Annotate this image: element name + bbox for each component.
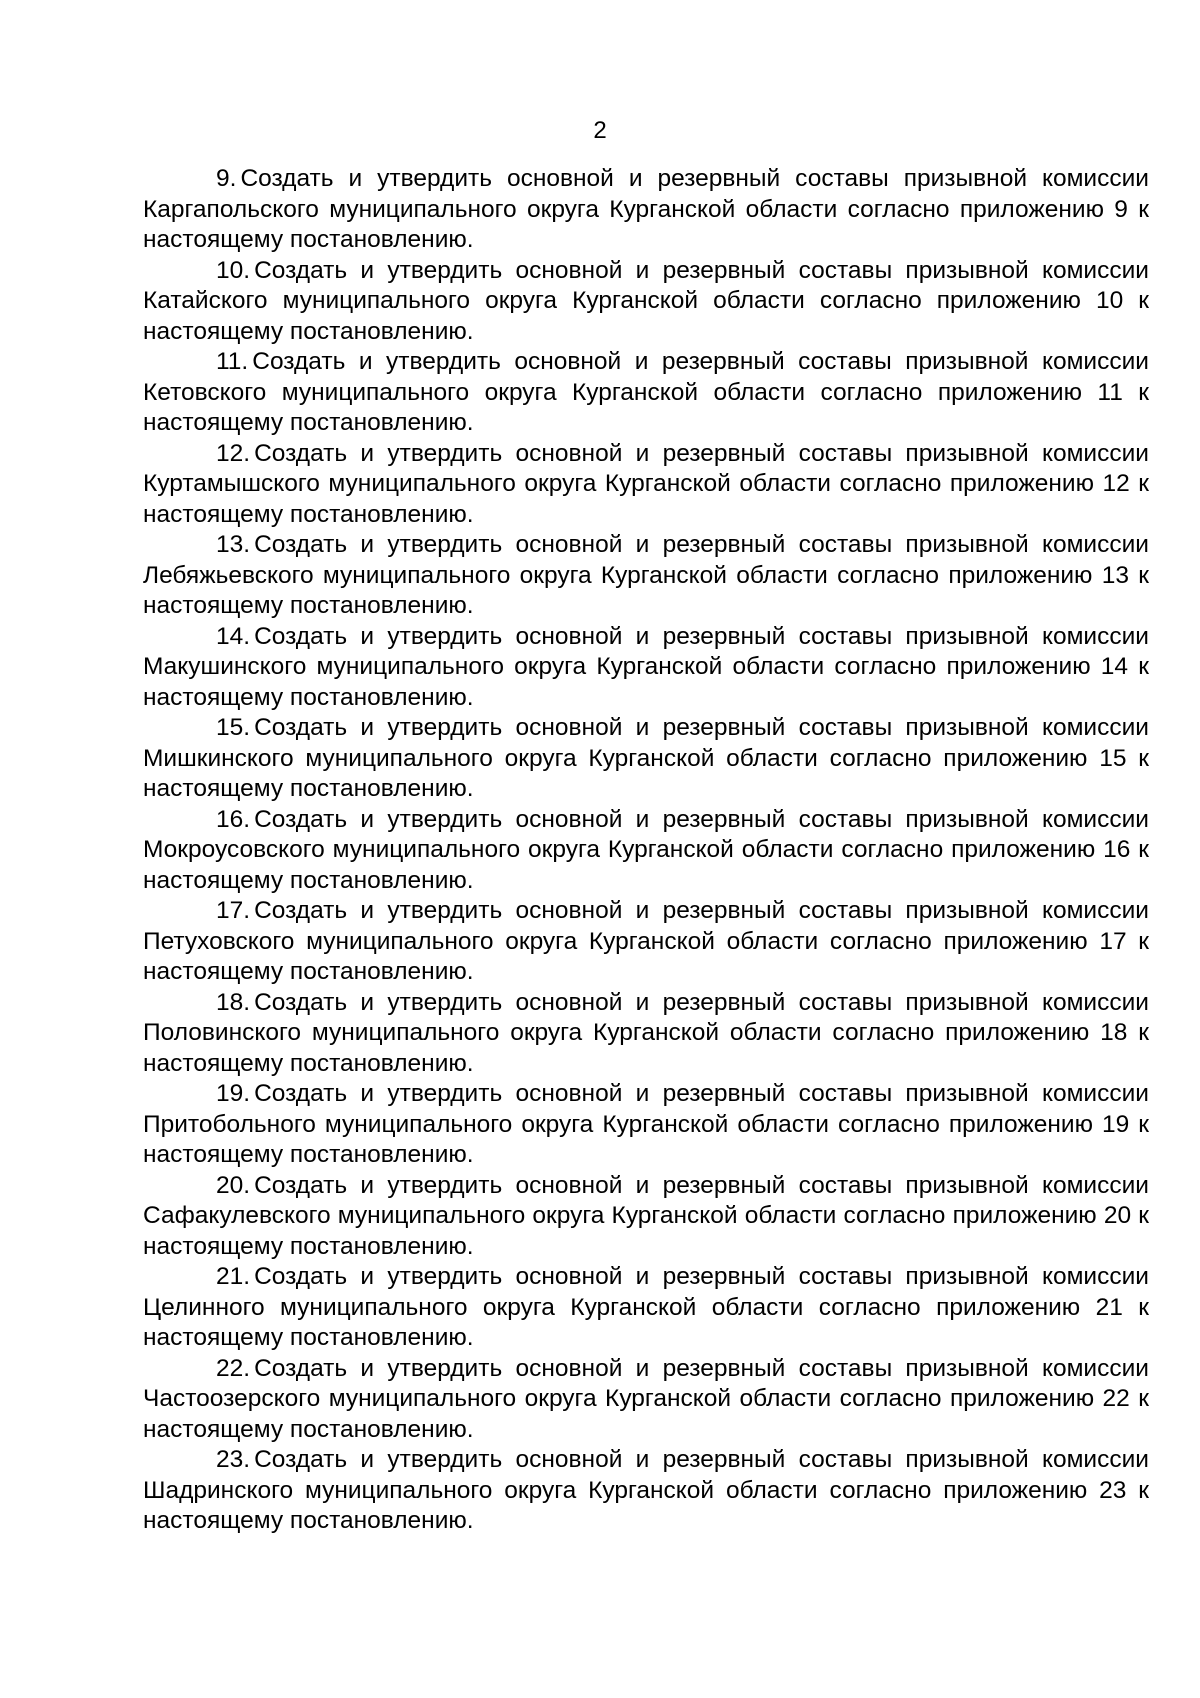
clause-text: Создать и утвердить основной и резервный составы призывной комиссии Мишкинского муниципального округа Курганской области согласно приложению 15 к настоящему постановлению. xyxy=(143,714,1149,802)
clause-11 xyxy=(143,347,1149,439)
clause-number: 22. xyxy=(216,1354,251,1382)
clause-14 xyxy=(143,622,1149,714)
clause-text: Создать и утвердить основной и резервный составы призывной комиссии Лебяжьевского муниципального округа Курганской области согласно приложению 13 к настоящему постановлению. xyxy=(143,531,1149,619)
page-number: 2 xyxy=(593,117,607,144)
clause-text: Создать и утвердить основной и резервный составы призывной комиссии Целинного муниципального округа Курганской области согласно приложению 21 к настоящему постановлению. xyxy=(143,1263,1149,1351)
document-body xyxy=(143,164,1149,1537)
clause-number: 12. xyxy=(216,439,251,467)
clause-16 xyxy=(143,805,1149,897)
clause-12 xyxy=(143,439,1149,531)
clause-number: 15. xyxy=(216,714,251,741)
clause-number: 20. xyxy=(216,1171,251,1199)
clause-21 xyxy=(143,1262,1149,1354)
clause-number: 14. xyxy=(216,622,251,650)
clause-9 xyxy=(143,164,1149,256)
clause-number: 16. xyxy=(216,805,251,833)
clause-number: 9. xyxy=(216,165,237,192)
clause-19 xyxy=(143,1079,1149,1171)
clause-number: 18. xyxy=(216,988,251,1016)
clause-text: Создать и утвердить основной и резервный составы призывной комиссии Частоозерского муниципального округа Курганской области согласно приложению 22 к настоящему постановлению. xyxy=(143,1354,1149,1443)
clause-text: Создать и утвердить основной и резервный составы призывной комиссии Макушинского муниципального округа Курганской области согласно приложению 14 к настоящему постановлению. xyxy=(143,622,1149,711)
clause-18 xyxy=(143,988,1149,1080)
clause-number: 23. xyxy=(216,1446,251,1473)
clause-text: Создать и утвердить основной и резервный составы призывной комиссии Половинского муниципального округа Курганской области согласно приложению 18 к настоящему постановлению. xyxy=(143,988,1149,1077)
clause-number: 13. xyxy=(216,531,251,558)
clause-number: 10. xyxy=(216,256,251,284)
clause-20 xyxy=(143,1171,1149,1263)
clause-text: Создать и утвердить основной и резервный составы призывной комиссии Шадринского муниципального округа Курганской области согласно приложению 23 к настоящему постановлению. xyxy=(143,1446,1149,1534)
clause-text: Создать и утвердить основной и резервный составы призывной комиссии Мокроусовского муниципального округа Курганской области согласно приложению 16 к настоящему постановлению. xyxy=(143,805,1149,894)
clause-15 xyxy=(143,713,1149,805)
clause-number: 17. xyxy=(216,897,251,924)
clause-text: Создать и утвердить основной и резервный составы призывной комиссии Притобольного муниципального округа Курганской области согласно приложению 19 к настоящему постановлению. xyxy=(143,1080,1149,1168)
clause-number: 11. xyxy=(216,348,249,375)
clause-10 xyxy=(143,256,1149,348)
clause-text: Создать и утвердить основной и резервный составы призывной комиссии Кетовского муниципального округа Курганской области согласно приложению 11 к настоящему постановлению. xyxy=(143,348,1149,436)
clause-text: Создать и утвердить основной и резервный составы призывной комиссии Петуховского муниципального округа Курганской области согласно приложению 17 к настоящему постановлению. xyxy=(143,897,1149,985)
clause-23 xyxy=(143,1445,1149,1537)
clause-text: Создать и утвердить основной и резервный составы призывной комиссии Катайского муниципального округа Курганской области согласно приложению 10 к настоящему постановлению. xyxy=(143,256,1149,345)
clause-number: 21. xyxy=(216,1263,251,1290)
clause-text: Создать и утвердить основной и резервный составы призывной комиссии Сафакулевского муниципального округа Курганской области согласно приложению 20 к настоящему постановлению. xyxy=(143,1171,1149,1260)
clause-17 xyxy=(143,896,1149,988)
clause-text: Создать и утвердить основной и резервный составы призывной комиссии Куртамышского муниципального округа Курганской области согласно приложению 12 к настоящему постановлению. xyxy=(143,439,1149,528)
clause-13 xyxy=(143,530,1149,622)
clause-22 xyxy=(143,1354,1149,1446)
clause-number: 19. xyxy=(216,1080,251,1107)
clause-text: Создать и утвердить основной и резервный составы призывной комиссии Каргапольского муниципального округа Курганской области согласно приложению 9 к настоящему постановлению. xyxy=(143,165,1149,253)
